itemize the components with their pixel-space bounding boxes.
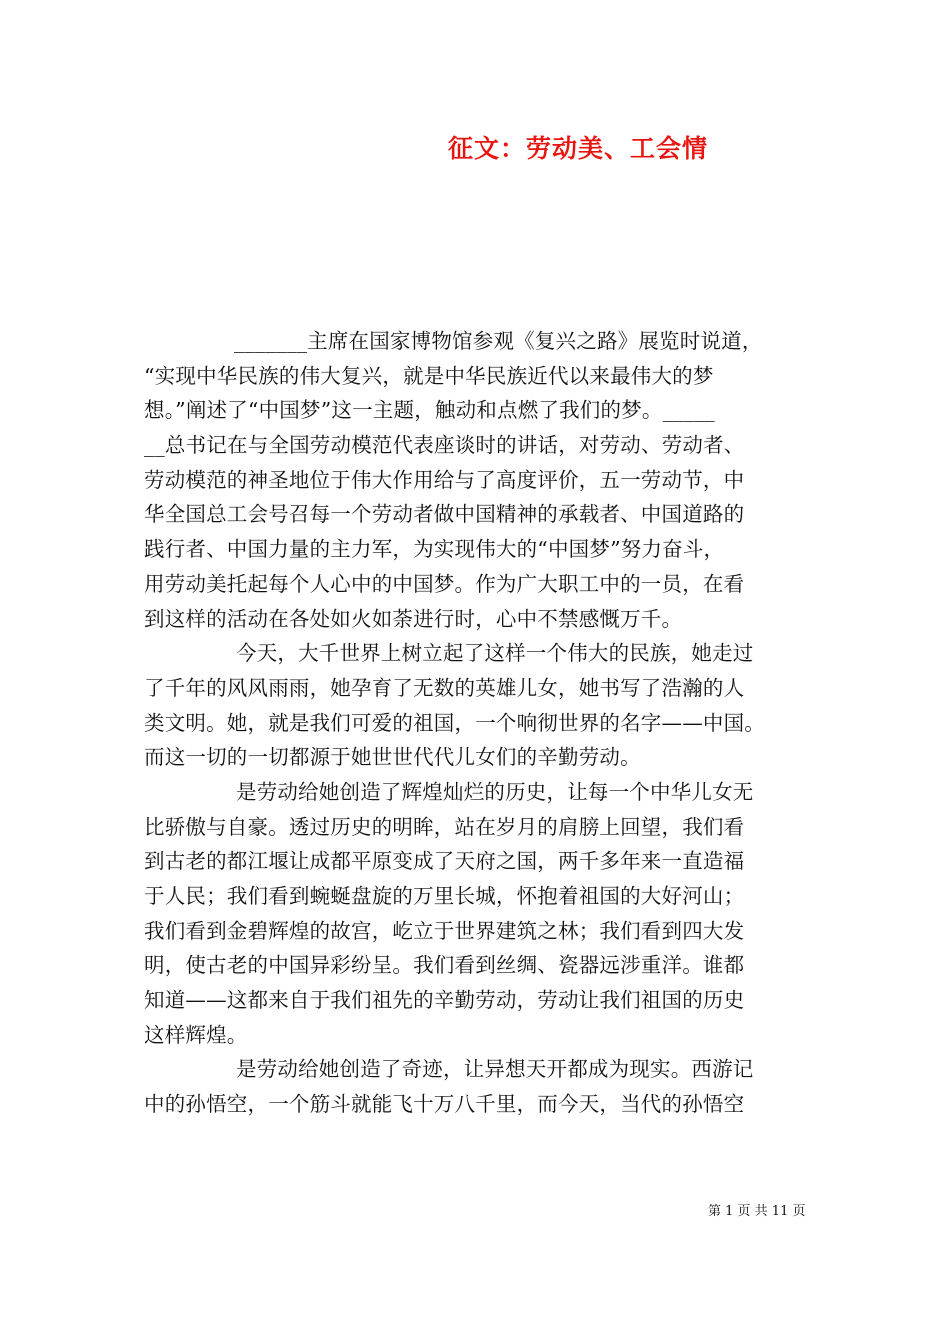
body-line: 中的孙悟空，一个筋斗就能飞十万八千里，而今天，当代的孙悟空 (144, 1092, 745, 1117)
body-line: 而这一切的一切都源于她世世代代儿女们的辛勤劳动。 (144, 745, 641, 770)
body-line: 类文明。她，就是我们可爱的祖国，一个响彻世界的名字——中国。 (144, 710, 765, 735)
blank-underscore: _______ (234, 329, 308, 353)
body-line: 是劳动给她创造了辉煌灿烂的历史，让每一个中华儿女无 (236, 779, 754, 804)
body-line: 想。”阐述了“中国梦”这一主题，触动和点燃了我们的梦。_____ (144, 398, 715, 423)
body-line: 劳动模范的神圣地位于伟大作用给与了高度评价，五一劳动节，中 (144, 467, 745, 492)
body-line: 到这样的活动在各处如火如荼进行时，心中不禁感慨万千。 (144, 606, 683, 631)
body-line: 我们看到金碧辉煌的故宫，屹立于世界建筑之林；我们看到四大发 (144, 918, 745, 943)
body-line-text: 主席在国家博物馆参观《复兴之路》展览时说道， (307, 329, 763, 353)
body-line: 是劳动给她创造了奇迹，让异想天开都成为现实。西游记 (236, 1057, 754, 1082)
body-line: 了千年的风风雨雨，她孕育了无数的英雄儿女，她书写了浩瀚的人 (144, 675, 745, 700)
body-line: 这样辉煌。 (144, 1022, 248, 1047)
body-line: 用劳动美托起每个人心中的中国梦。作为广大职工中的一员，在看 (144, 571, 745, 596)
body-line (144, 324, 812, 359)
body-line: 明，使古老的中国异彩纷呈。我们看到丝绸、瓷器远涉重洋。谁都 (144, 953, 745, 978)
document-body (144, 324, 812, 1122)
body-line: 知道——这都来自于我们祖先的辛勤劳动，劳动让我们祖国的历史 (144, 988, 745, 1013)
body-line: 到古老的都江堰让成都平原变成了天府之国，两千多年来一直造福 (144, 849, 745, 874)
body-line: __总书记在与全国劳动模范代表座谈时的讲话，对劳动、劳动者、 (144, 433, 745, 458)
body-line: 践行者、中国力量的主力军，为实现伟大的“中国梦”努力奋斗， (144, 537, 725, 562)
body-line: 华全国总工会号召每一个劳动者做中国精神的承载者、中国道路的 (144, 502, 745, 527)
document-title: 征文：劳动美、工会情 (448, 134, 709, 163)
body-line: 比骄傲与自豪。透过历史的明眸，站在岁月的肩膀上回望，我们看 (144, 814, 745, 839)
body-line: “实现中华民族的伟大复兴，就是中华民族近代以来最伟大的梦 (144, 363, 714, 388)
body-line: 今天，大千世界上树立起了这样一个伟大的民族，她走过 (236, 641, 754, 666)
body-line: 于人民；我们看到蜿蜒盘旋的万里长城，怀抱着祖国的大好河山； (144, 884, 745, 908)
page-number-footer: 第 1 页 共 11 页 (708, 1204, 806, 1219)
